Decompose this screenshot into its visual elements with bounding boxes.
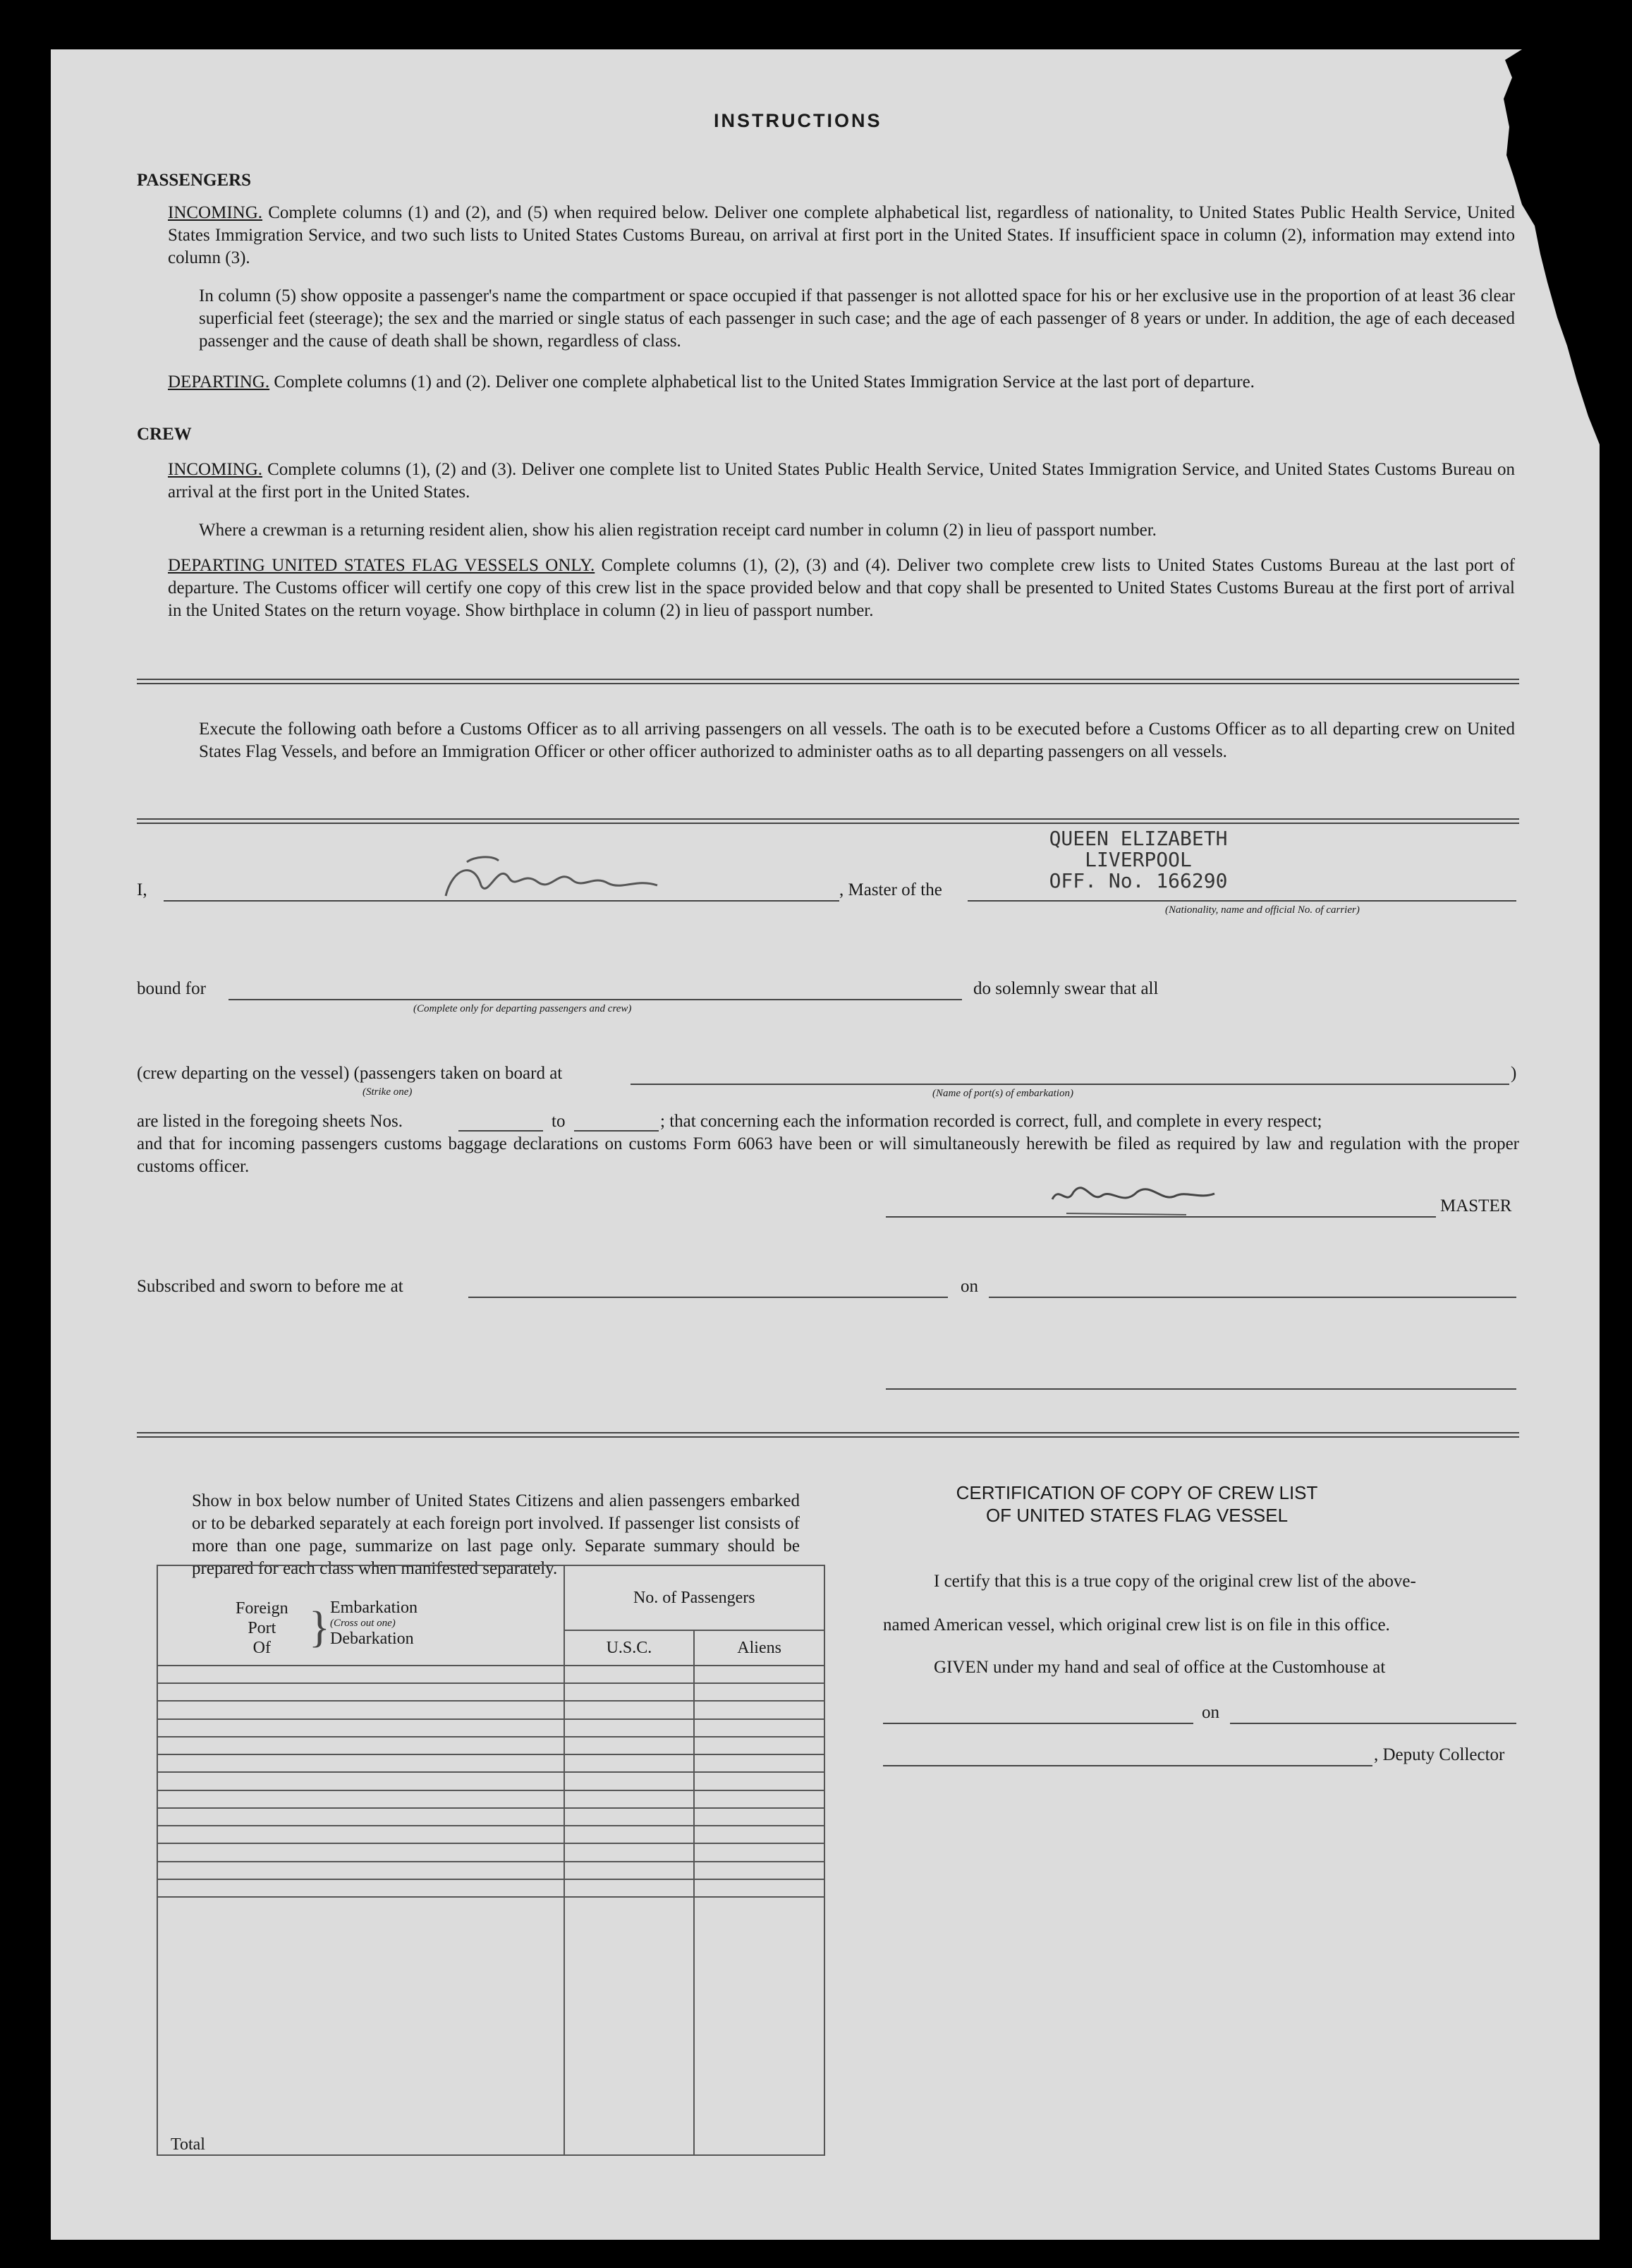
col-usc: U.S.C. <box>564 1630 695 1666</box>
col-debarkation: Debarkation <box>330 1630 414 1648</box>
page-title: INSTRUCTIONS <box>714 110 882 131</box>
table-row <box>157 1754 824 1772</box>
subscribed-date-line[interactable] <box>989 1297 1516 1298</box>
table-row <box>157 1701 824 1718</box>
bound-for-caption: (Complete only for departing passengers and crew) <box>413 1003 632 1014</box>
table-row <box>157 1772 824 1790</box>
certification-text-a: I certify that this is a true copy of the original crew list of the above- <box>934 1572 1416 1591</box>
official-signature-line[interactable] <box>886 1388 1516 1390</box>
total-label: Total <box>157 1897 564 2155</box>
crew-departing <box>168 554 1515 622</box>
vessel-name: QUEEN ELIZABETH <box>1049 827 1228 850</box>
table-row <box>157 1719 824 1737</box>
table-row <box>157 1808 824 1826</box>
oath-master-of-the: , Master of the <box>839 880 942 899</box>
total-row <box>157 1897 824 2155</box>
crew-departing-text: Complete columns (1), (2), (3) and (4). Deliver two complete crew lists to United States Customs Bureau at the last port of departure. The Customs officer will certify one copy of this crew list in the space provided below and that copy shall be presented to United States Customs Bureau at the first port of arrival in the United States on the return voyage. Show birthplace in column (2) in lieu of passport number. <box>168 556 1516 620</box>
vessel-stamp <box>969 828 1308 892</box>
table-row <box>157 1737 824 1754</box>
certification-heading <box>869 1481 1405 1527</box>
crew-heading: CREW <box>137 425 192 444</box>
table-row <box>157 1683 824 1701</box>
oath-close-paren: ) <box>1511 1064 1517 1083</box>
divider-1 <box>137 679 1519 684</box>
subscribed-label: Subscribed and sworn to before me at <box>137 1277 403 1296</box>
crew-departing-label: DEPARTING UNITED STATES FLAG VESSELS ONLY. <box>168 556 595 575</box>
bound-for-line[interactable] <box>229 999 962 1000</box>
crew-incoming <box>168 459 1515 504</box>
divider-3 <box>137 1432 1519 1438</box>
crew-departing-text: (crew departing on the vessel) (passengers taken on board at <box>137 1064 563 1083</box>
crew-incoming-label: INCOMING. <box>168 460 263 479</box>
sheet-to-line[interactable] <box>574 1130 659 1132</box>
col-port: Port <box>248 1619 276 1637</box>
passenger-summary-table <box>157 1565 825 2156</box>
table-row <box>157 1666 824 1683</box>
table-row <box>157 1826 824 1843</box>
certification-date-line[interactable] <box>1230 1723 1516 1724</box>
deputy-collector-label: , Deputy Collector <box>1374 1745 1505 1764</box>
passengers-incoming-label: INCOMING. <box>168 203 263 222</box>
vessel-official-no: OFF. No. 166290 <box>1049 869 1228 892</box>
subscribed-place-line[interactable] <box>468 1297 948 1298</box>
table-row <box>157 1862 824 1879</box>
listed-text-c: and that for incoming passengers customs baggage declarations on customs Form 6063 have been or will simultaneously herewith be filed as required by law and regulation with the proper customs officer. <box>137 1134 1519 1176</box>
col-aliens: Aliens <box>694 1630 824 1666</box>
col-embarkation: Embarkation <box>330 1599 418 1617</box>
passengers-incoming <box>168 202 1515 269</box>
certification-given: GIVEN under my hand and seal of office at the Customhouse at <box>934 1658 1386 1677</box>
passengers-departing-text: Complete columns (1) and (2). Deliver one complete alphabetical list to the United States Immigration Service at the last port of departure. <box>274 372 1255 392</box>
document-page <box>51 49 1600 2240</box>
oath-i-label: I, <box>137 880 147 899</box>
certification-heading-2: OF UNITED STATES FLAG VESSEL <box>985 1505 1289 1526</box>
subscribed-on-label: on <box>961 1277 978 1296</box>
crew-incoming-text: Complete columns (1), (2) and (3). Deliver one complete list to United States Public Health Service, United States Immigration Service, and United States Customs Bureau on arrival at the first port in the United States. <box>168 460 1515 502</box>
summary-instruction: Show in box below number of United States Citizens and alien passengers embarked or to be debarked separately at each foreign port involved. If passenger list consists of more than one page, summarize on last page only. Separate summary should be prepared for each class when manifested separately. <box>192 1491 800 1578</box>
crew-resident-text: Where a crewman is a returning resident alien, show his alien registration receipt card number in column (2) in lieu of passport number. <box>199 521 1157 540</box>
vessel-port: LIVERPOOL <box>1085 848 1192 871</box>
col-foreign: Foreign <box>236 1599 288 1618</box>
deputy-collector-line[interactable] <box>883 1765 1372 1766</box>
listed-to: to <box>552 1112 566 1131</box>
bound-for-label: bound for <box>137 979 206 998</box>
master-sign-initials <box>1045 1171 1229 1220</box>
listed-text-b: ; that concerning each the information recorded is correct, full, and complete in every respect; <box>660 1112 1322 1131</box>
passengers-departing-label: DEPARTING. <box>168 372 270 392</box>
table-row <box>157 1790 824 1808</box>
passengers-incoming-text: Complete columns (1) and (2), and (5) when required below. Deliver one complete alphabetical list, regardless of nationality, to United States Public Health Service, United States Immigration Service, and two such lists to United States Customs Bureau, on arrival at first port in the United States. If insufficient space in column (2), information may extend into column (3). <box>168 203 1516 267</box>
certification-heading-1: CERTIFICATION OF COPY OF CREW LIST <box>956 1482 1318 1503</box>
table-row <box>157 1879 824 1897</box>
master-label: MASTER <box>1440 1196 1512 1215</box>
master-signature-line[interactable] <box>886 1216 1436 1218</box>
strike-one-caption: (Strike one) <box>363 1086 413 1098</box>
listed-text-a: are listed in the foregoing sheets Nos. <box>137 1112 403 1131</box>
oath-intro: Execute the following oath before a Customs Officer as to all arriving passengers on all vessels. The oath is to be executed before a Customs Officer as to all departing crew on United States Flag Vessels, and before an Immigration Officer or other officer authorized to administer oaths as to all departing passengers on all vessels. <box>199 720 1515 761</box>
certification-on-label: on <box>1202 1703 1219 1722</box>
port-header-cell: Foreign Port Of } Embarkation (Cross out one) Debarkation <box>157 1565 564 1666</box>
passengers-column5-text: In column (5) show opposite a passenger's name the compartment or space occupied if that passenger is not allotted space for his or her exclusive use in the proportion of at least 36 clear superficial feet (steerage); the sex and the married or single status of each passenger in such case; and the age of each passenger of 8 years or under. In addition, the age of each deceased passenger and the cause of death shall be shown, regardless of class. <box>199 286 1515 351</box>
vessel-line[interactable] <box>968 900 1516 902</box>
master-signature <box>432 847 671 910</box>
table-row <box>157 1843 824 1861</box>
vessel-caption: (Nationality, name and official No. of carrier) <box>1165 904 1360 916</box>
col-passengers: No. of Passengers <box>564 1565 824 1630</box>
port-embarkation-line[interactable] <box>631 1084 1509 1085</box>
passengers-departing <box>168 371 1515 394</box>
sheet-from-line[interactable] <box>458 1130 543 1132</box>
certification-text-b: named American vessel, which original crew list is on file in this office. <box>883 1615 1390 1635</box>
passengers-heading: PASSENGERS <box>137 171 252 190</box>
divider-2 <box>137 818 1519 824</box>
port-caption: (Name of port(s) of embarkation) <box>932 1088 1073 1099</box>
customhouse-line[interactable] <box>883 1723 1193 1724</box>
col-of: Of <box>252 1639 271 1657</box>
swear-text: do solemnly swear that all <box>973 979 1159 998</box>
col-cross-out: (Cross out one) <box>330 1618 396 1629</box>
